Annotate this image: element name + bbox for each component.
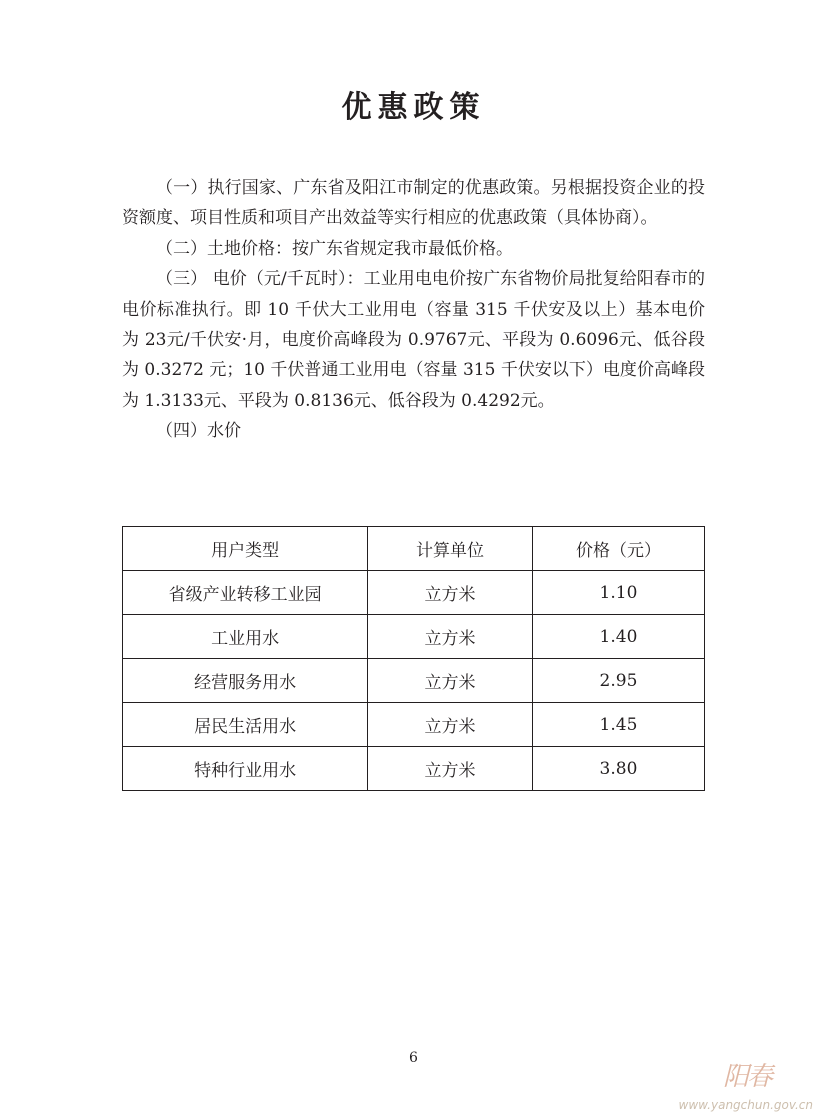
table-row bbox=[123, 703, 705, 747]
cell-user-type: 居民生活用水 bbox=[123, 703, 368, 747]
page-number: 6 bbox=[409, 1050, 418, 1066]
cell-user-type: 工业用水 bbox=[123, 615, 368, 659]
cell-user-type: 特种行业用水 bbox=[123, 747, 368, 791]
cell-price: 1.45 bbox=[532, 703, 704, 747]
policy-body bbox=[122, 173, 705, 447]
cell-price: 3.80 bbox=[532, 747, 704, 791]
table-row bbox=[123, 659, 705, 703]
paragraph-water-price-heading: （四）水价 bbox=[156, 421, 241, 442]
cell-unit: 立方米 bbox=[368, 747, 533, 791]
cell-unit: 立方米 bbox=[368, 615, 533, 659]
cell-price: 2.95 bbox=[532, 659, 704, 703]
cell-price: 1.10 bbox=[532, 571, 704, 615]
table-row bbox=[123, 571, 705, 615]
water-price-table bbox=[122, 526, 705, 791]
header-user-type: 用户类型 bbox=[123, 527, 368, 571]
cell-unit: 立方米 bbox=[368, 571, 533, 615]
watermark-logo: 阳春 bbox=[723, 1062, 772, 1092]
cell-price: 1.40 bbox=[532, 615, 704, 659]
cell-user-type: 经营服务用水 bbox=[123, 659, 368, 703]
paragraph-national-policy: （一）执行国家、广东省及阳江市制定的优惠政策。另根据投资企业的投资额度、项目性质和项目产出效益等实行相应的优惠政策（具体协商）。 bbox=[122, 178, 705, 229]
page-title: 优惠政策 bbox=[341, 90, 486, 125]
table-row bbox=[123, 615, 705, 659]
table-row bbox=[123, 747, 705, 791]
paragraph-land-price: （二）土地价格：按广东省规定我市最低价格。 bbox=[156, 238, 513, 259]
header-price: 价格（元） bbox=[532, 527, 704, 571]
cell-unit: 立方米 bbox=[368, 659, 533, 703]
watermark-url: www.yangchun.gov.cn bbox=[678, 1098, 813, 1112]
cell-user-type: 省级产业转移工业园 bbox=[123, 571, 368, 615]
cell-unit: 立方米 bbox=[368, 703, 533, 747]
table-header-row bbox=[123, 527, 705, 571]
paragraph-electricity-price: （三） 电价（元/千瓦时）：工业用电电价按广东省物价局批复给阳春市的电价标准执行。即 10 千伏大工业用电（容量 315 千伏安及以上）基本电价为 23元/千伏安·月，电度价高峰段为 0.9767元、平段为 0.6096元、低谷段为 0.3272 元；10 千伏普通工业用电（容量 315 千伏安以下）电度价高峰段为 1.3133元、平段为 0.8136元、低谷段为 0.4292元。 bbox=[122, 269, 705, 411]
site-watermark bbox=[678, 1052, 813, 1112]
header-unit: 计算单位 bbox=[368, 527, 533, 571]
